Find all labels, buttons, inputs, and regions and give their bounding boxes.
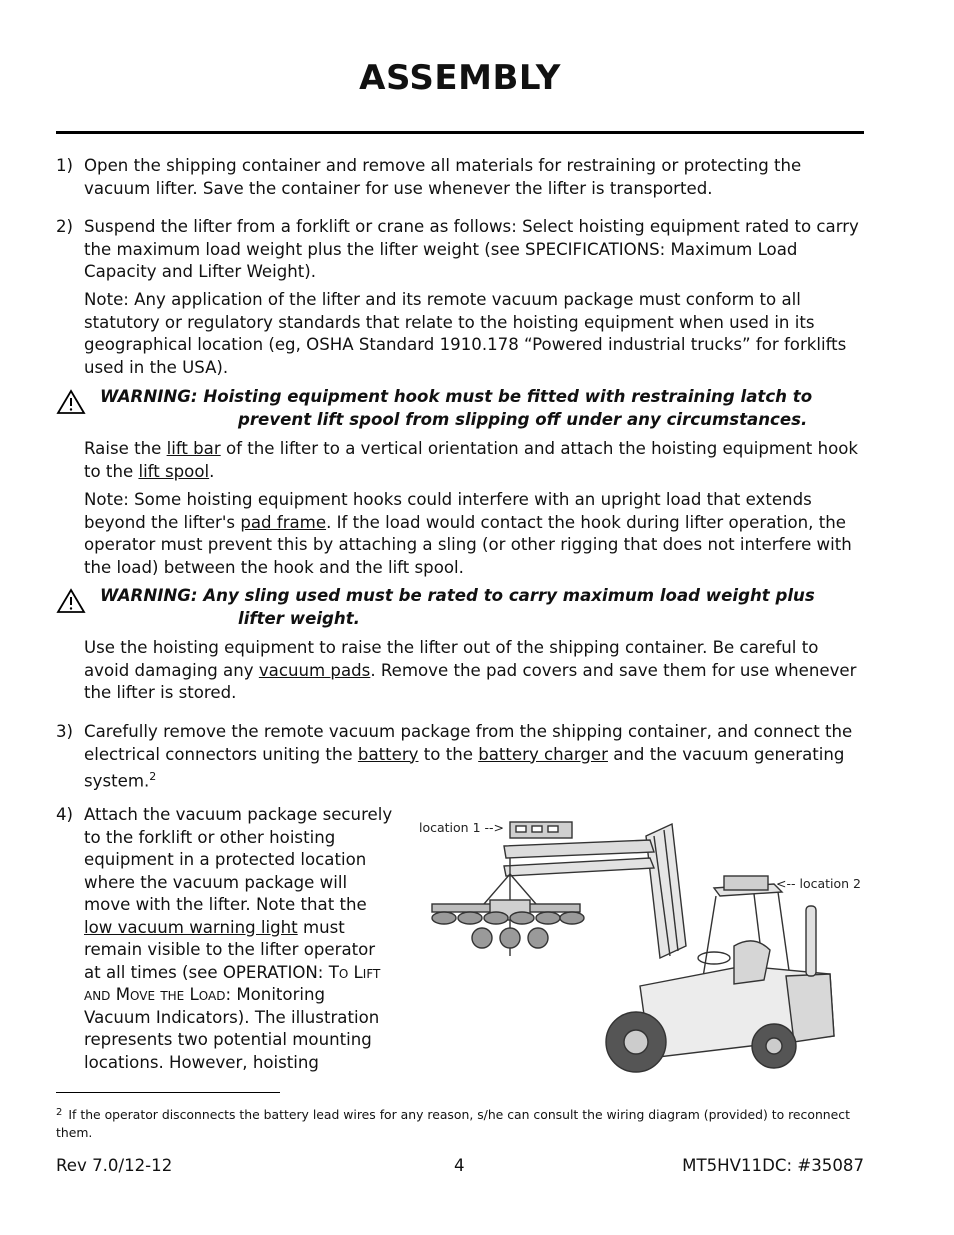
footnote-reference: 2 [149, 770, 157, 783]
footnote-separator [56, 1092, 280, 1093]
step-3 [56, 721, 868, 793]
link-lift-spool: lift spool [138, 461, 210, 481]
warning-text-line-1: WARNING: Any sling used must be rated to carry maximum load weight plus [100, 586, 815, 605]
step-1 [56, 155, 868, 200]
figure-label-location-1: location 1 --> [419, 820, 504, 835]
step-text: Suspend the lifter from a forklift or crane as follows: Select hoisting equipment rated to carry the maximum load weight plus the lifter weight (see SPECIFICATIONS: Maximum Load Capacity and Lifter Weight). [84, 217, 859, 281]
step-4 [56, 804, 396, 1074]
footnote-number: 2 [56, 1107, 63, 1118]
raise-out-of-container-paragraph: Use the hoisting equipment to raise the lifter out of the shipping container. Be careful to avoid damaging any vacuum pads. Remove the pad covers and save them for use whenever the lifter is stored. [84, 638, 857, 702]
warning-text-line-2: lifter weight. [238, 608, 360, 628]
step-number: 4) [56, 805, 74, 824]
page-title: ASSEMBLY [359, 58, 561, 98]
warning-text-line-2: prevent lift spool from slipping off under any circumstances. [238, 409, 808, 429]
step-number: 1) [56, 156, 74, 175]
note-hook-interference: Note: Some hoisting equipment hooks could interfere with an upright load that extends beyond the lifter's pad frame. If the load would contact the hook during lifter operation, the operator must prevent this by attaching a sling (or other rigging that does not interfere with the load) between the hook and the lift spool. [84, 490, 852, 577]
footnote [56, 1104, 864, 1142]
step-text: Attach the vacuum package securely to the forklift or other hoisting equipment in a protected location where the vacuum package will move with the lifter. Note that the low vacuum warning light must remain visible to the lifter operator at all times (see OPERATION: To Lift and Move the Load: Monitoring Vacuum Indicators). The illustration represents two potential mounting locations. However, hoisting [84, 805, 393, 1072]
footnote-text: If the operator disconnects the battery lead wires for any reason, s/he can consult the wiring diagram (provided) to reconnect them. [56, 1107, 850, 1140]
section-reference: To Lift and Move the Load [84, 962, 381, 1004]
step-text: Carefully remove the remote vacuum package from the shipping container, and connect the electrical connectors uniting the battery to the battery charger and the vacuum generating system.$^2$ [84, 722, 853, 791]
link-vacuum-pads: vacuum pads [258, 660, 371, 680]
note-hoisting-standards: Note: Any application of the lifter and its remote vacuum package must conform to all statutory or regulatory standards that relate to the hoisting equipment when used in its geographical location (eg, OSHA Standard 1910.178 “Powered industrial trucks” for forklifts used in the USA). [84, 290, 847, 377]
link-battery: battery [357, 744, 419, 764]
step-number: 3) [56, 722, 74, 741]
step-text: Open the shipping container and remove all materials for restraining or protecting the vacuum lifter. Save the container for use whenever the lifter is transported. [84, 156, 802, 198]
warning-triangle-icon [56, 389, 86, 415]
footer-page-number: 4 [454, 1156, 465, 1175]
link-pad-frame: pad frame [240, 512, 327, 532]
link-low-vacuum-warning-light: low vacuum warning light [84, 917, 298, 937]
figure-label-location-2: <-- location 2 [776, 876, 861, 891]
warning-text-line-1: WARNING: Hoisting equipment hook must be fitted with restraining latch to [100, 387, 813, 406]
footer-model-number: MT5HV11DC: #35087 [682, 1156, 864, 1175]
link-lift-bar: lift bar [166, 439, 221, 458]
step-2 [56, 216, 868, 284]
title-rule [56, 131, 864, 134]
forklift-illustration [414, 796, 864, 1078]
forklift-drawing [414, 796, 864, 1078]
step-number: 2) [56, 217, 74, 236]
footer-revision: Rev 7.0/12-12 [56, 1156, 173, 1175]
warning-triangle-icon [56, 588, 86, 614]
raise-lift-bar-paragraph: Raise the lift bar of the lifter to a vertical orientation and attach the hoisting equipment hook to the lift spool. [84, 439, 859, 481]
link-battery-charger: battery charger [478, 744, 608, 764]
